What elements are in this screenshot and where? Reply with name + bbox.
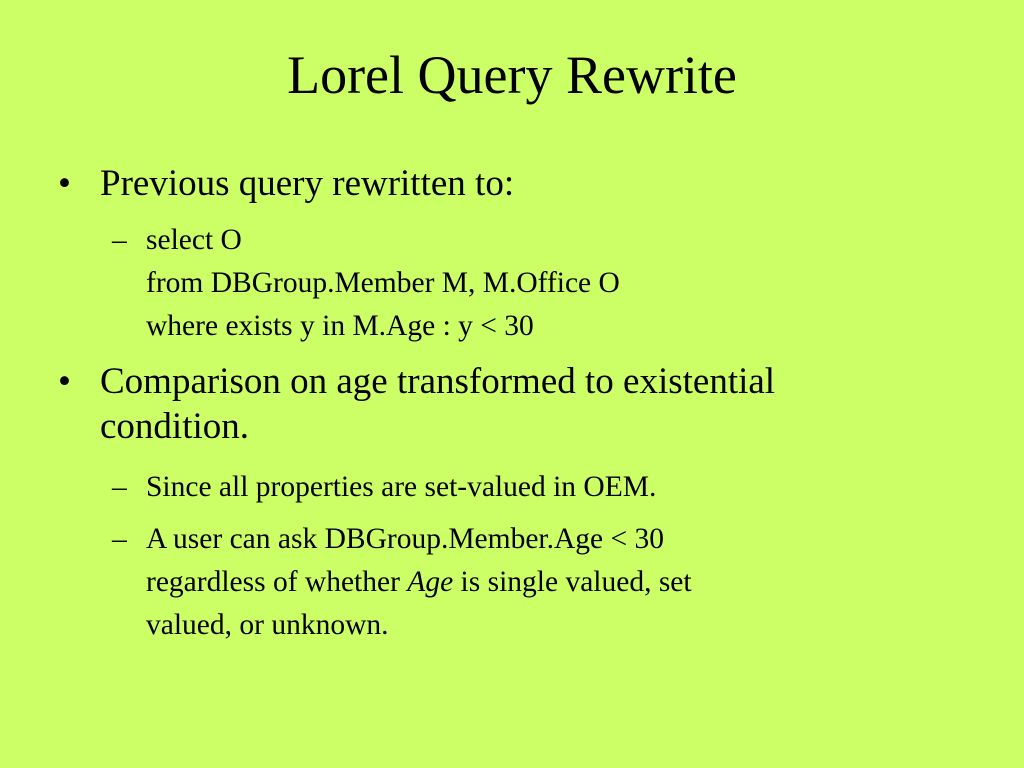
text-run: regardless of whether [146,566,408,598]
sub-bullet-text-line: A user can ask DBGroup.Member.Age < 30 [146,523,665,555]
bullet-marker: • [58,163,71,204]
bullet-text-line: condition. [100,406,250,447]
query-line-where: where exists y in M.Age : y < 30 [146,310,534,342]
sub-bullet-text-line: valued, or unknown. [146,609,389,641]
query-line-select: select O [146,224,242,256]
dash-marker: – [112,523,127,555]
bullet-item [58,359,980,449]
bullet-text: Previous query rewritten to: [100,163,515,204]
query-line-from: from DBGroup.Member M, M.Office O [146,267,620,299]
text-run: is single valued, set [453,566,692,598]
bullet-marker: • [58,361,71,402]
bullet-item [58,161,980,206]
dash-marker: – [112,471,127,503]
sub-bullet-text: Since all properties are set-valued in OEM. [146,471,657,503]
dash-marker: – [112,224,127,256]
italic-term: Age [407,566,454,598]
sub-bullet-text-line [146,561,926,604]
sub-bullet-item [112,219,926,348]
sub-bullet-item [112,466,926,509]
sub-bullet-item [112,518,926,647]
bullet-text-line: Comparison on age transformed to existential [100,361,776,402]
slide-title: Lorel Query Rewrite [287,45,737,105]
